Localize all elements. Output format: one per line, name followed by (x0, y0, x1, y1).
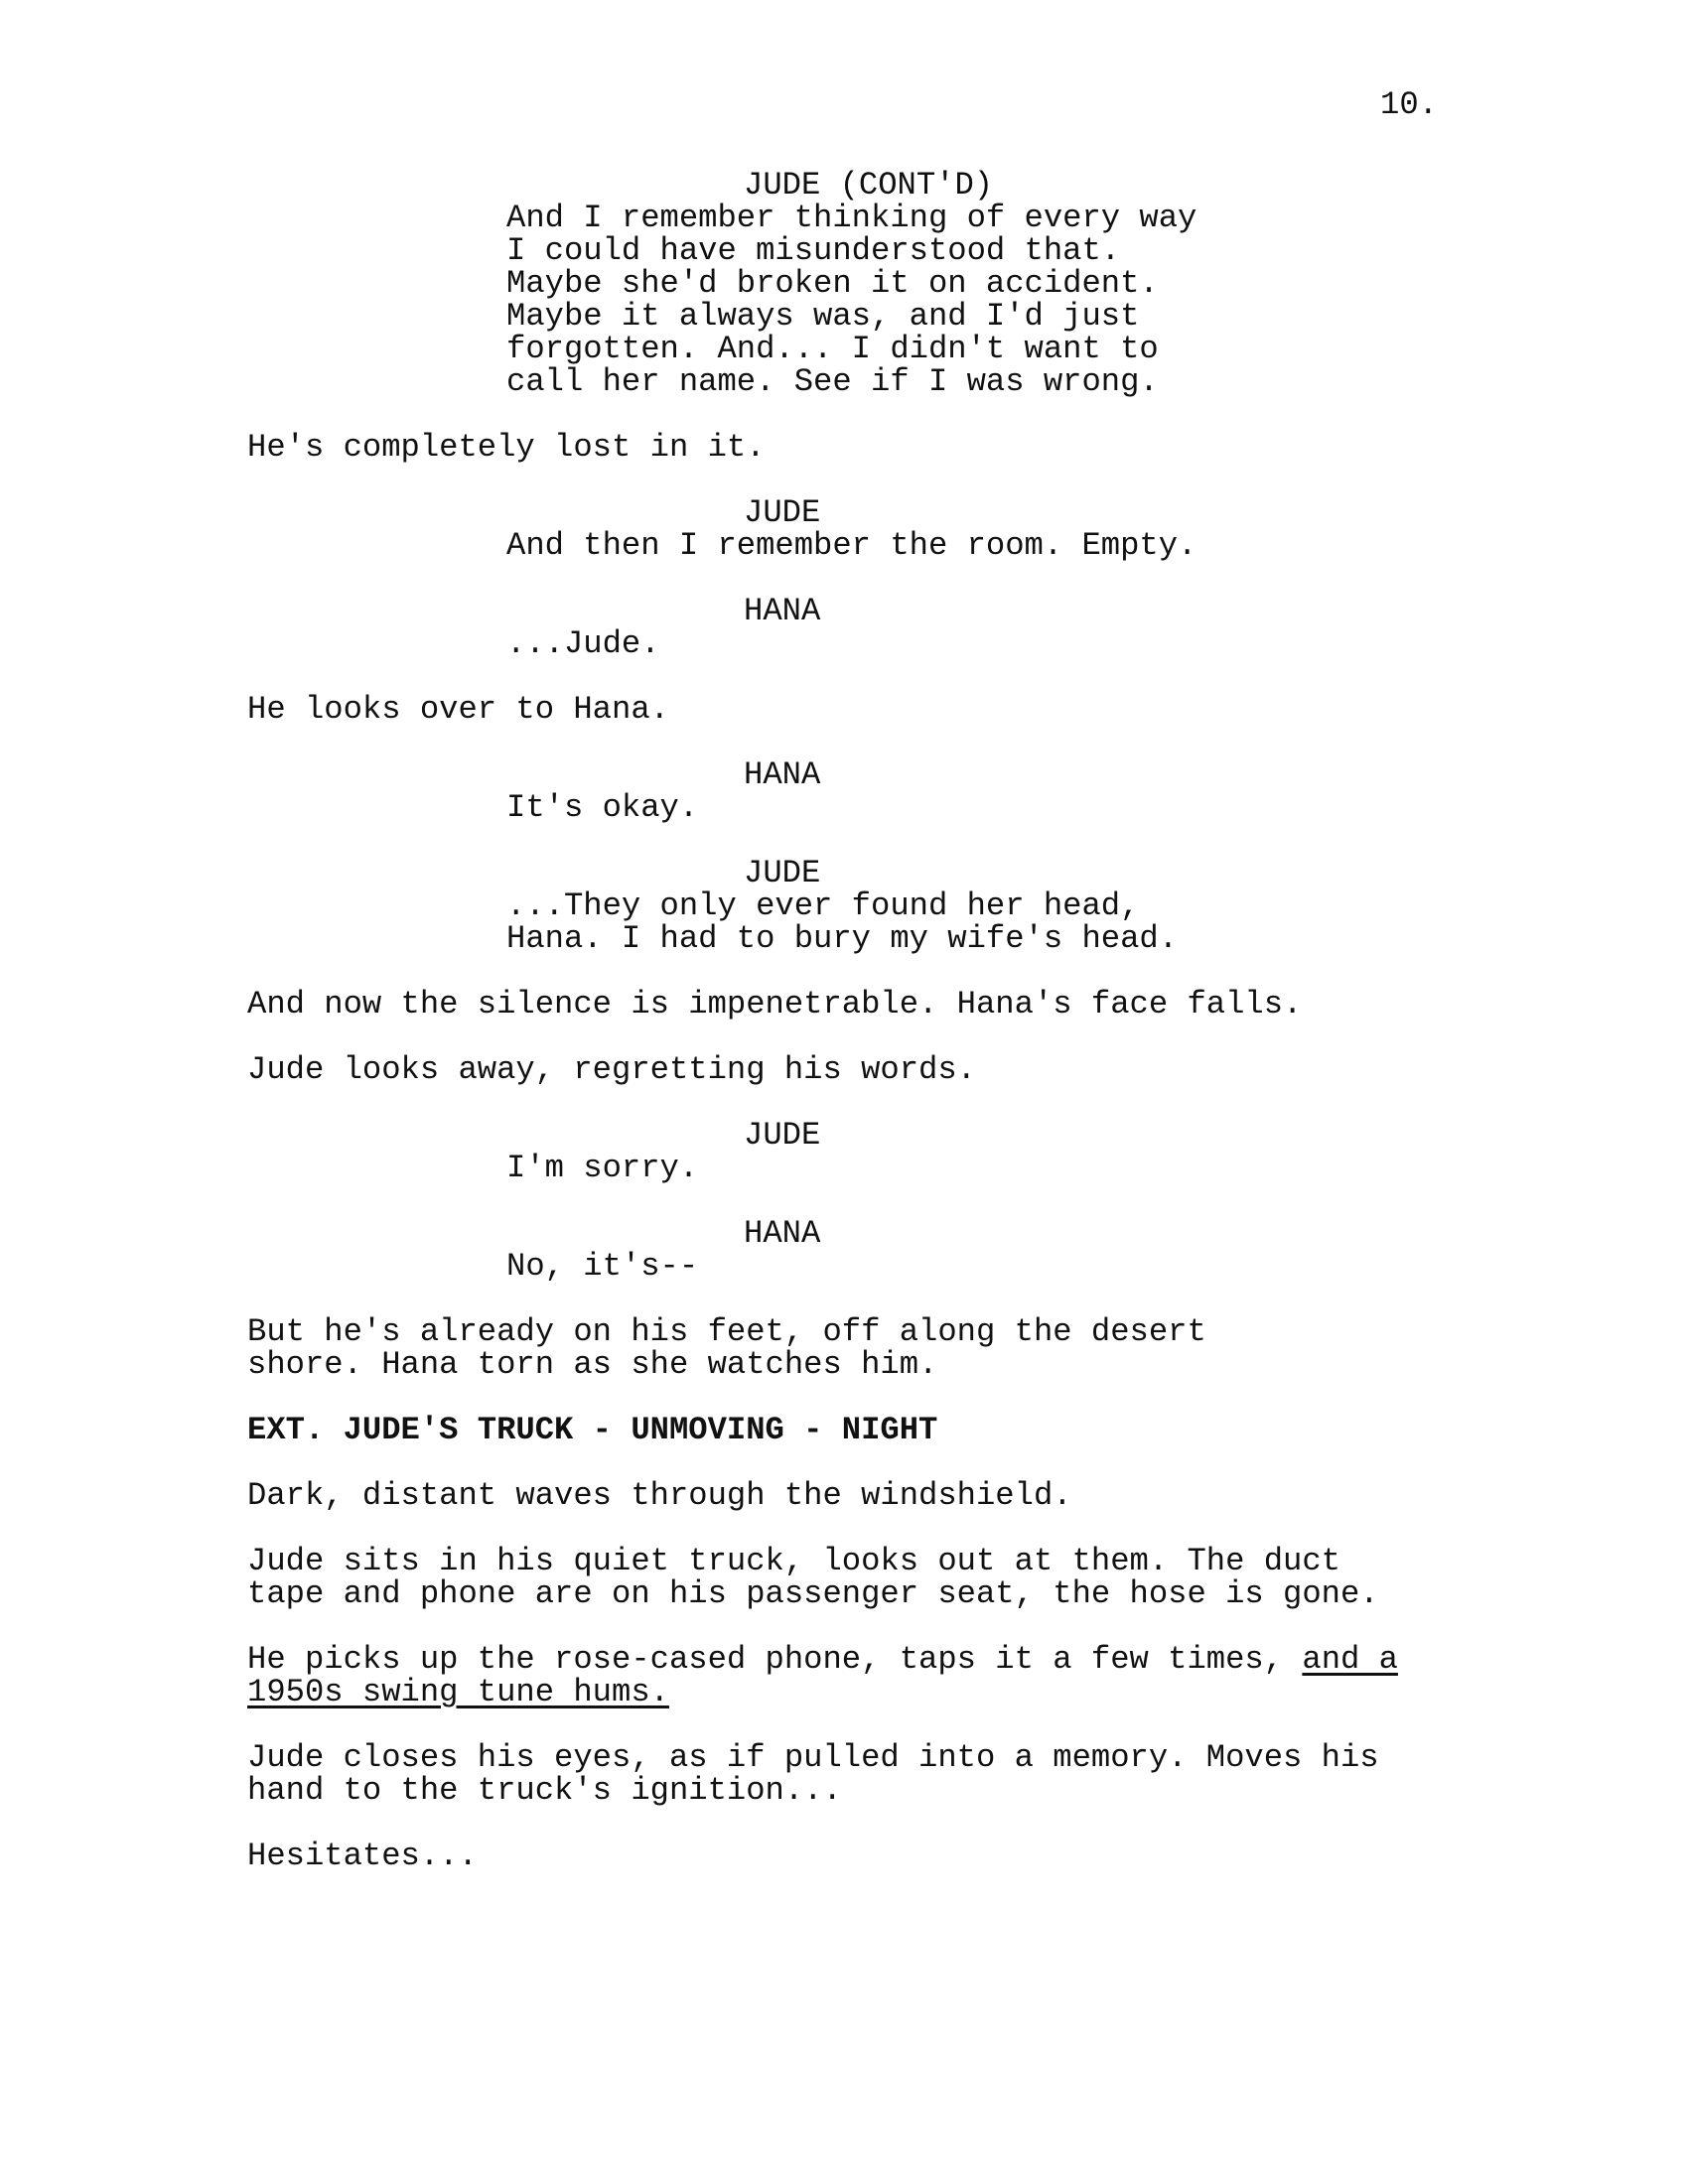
page-number: 10. (1380, 86, 1438, 123)
dialogue-text (506, 1152, 1261, 1184)
action-line: shore. Hana torn as she watches him. (247, 1346, 938, 1383)
action-line: hand to the truck's ignition... (247, 1772, 842, 1809)
character-cue: JUDE (744, 494, 821, 531)
action-line: Jude looks away, regretting his words. (247, 1051, 976, 1088)
dialogue-line: It's okay. (506, 789, 699, 826)
dialogue-text (506, 791, 1261, 824)
dialogue-line: call her name. See if I was wrong. (506, 363, 1159, 400)
dialogue-line: I'm sorry. (506, 1150, 699, 1186)
underlined-text: and a (1302, 1641, 1398, 1678)
dialogue-text (506, 627, 1261, 660)
dialogue-line: forgotten. And... I didn't want to (506, 331, 1159, 367)
action-paragraph (247, 1545, 1459, 1610)
dialogue-text (506, 202, 1261, 398)
action-line: He looks over to Hana. (247, 691, 669, 728)
action-line: And now the silence is impenetrable. Hana's face falls. (247, 986, 1303, 1023)
dialogue-line: Maybe it always was, and I'd just (506, 298, 1140, 335)
action-line: Jude closes his eyes, as if pulled into a memory. Moves his (247, 1739, 1379, 1776)
scene-heading: EXT. JUDE'S TRUCK - UNMOVING - NIGHT (247, 1412, 938, 1448)
action-text: He picks up the rose-cased phone, taps it a few times, (247, 1641, 1303, 1678)
character-cue: JUDE (744, 855, 821, 891)
dialogue-line: No, it's-- (506, 1248, 699, 1285)
action-paragraph (247, 1643, 1459, 1708)
dialogue-block-hana (0, 1217, 1688, 1283)
action-line: But he's already on his feet, off along the desert (247, 1313, 1206, 1350)
action-line: Jude sits in his quiet truck, looks out at them. The duct (247, 1543, 1340, 1579)
dialogue-block-jude (0, 857, 1688, 955)
dialogue-line: Maybe she'd broken it on accident. (506, 265, 1159, 302)
action-line: tape and phone are on his passenger seat, the hose is gone. (247, 1575, 1379, 1612)
character-cue: HANA (744, 593, 821, 629)
dialogue-block-hana (0, 595, 1688, 660)
dialogue-line: And then I remember the room. Empty. (506, 527, 1197, 564)
action-paragraph (247, 1315, 1459, 1381)
action-line: Dark, distant waves through the windshield. (247, 1477, 1072, 1514)
action-paragraph (247, 1741, 1459, 1807)
dialogue-block-jude-contd (0, 169, 1688, 398)
dialogue-text (506, 1250, 1261, 1283)
screenplay-body (0, 169, 1688, 1905)
character-cue: JUDE (CONT'D) (744, 167, 994, 204)
character-cue: HANA (744, 756, 821, 793)
dialogue-block-jude (0, 1119, 1688, 1184)
character-cue: HANA (744, 1215, 821, 1252)
dialogue-line: ...They only ever found her head, (506, 887, 1140, 924)
dialogue-block-jude (0, 496, 1688, 562)
dialogue-line: ...Jude. (506, 625, 660, 662)
character-cue: JUDE (744, 1117, 821, 1154)
dialogue-block-hana (0, 758, 1688, 824)
action-line: He's completely lost in it. (247, 429, 766, 466)
dialogue-line: Hana. I had to bury my wife's head. (506, 920, 1179, 957)
dialogue-text (506, 889, 1261, 955)
dialogue-line: And I remember thinking of every way (506, 200, 1197, 236)
underlined-text: 1950s swing tune hums. (247, 1674, 669, 1710)
dialogue-line: I could have misunderstood that. (506, 232, 1121, 269)
dialogue-text (506, 529, 1261, 562)
action-line: Hesitates... (247, 1838, 478, 1874)
